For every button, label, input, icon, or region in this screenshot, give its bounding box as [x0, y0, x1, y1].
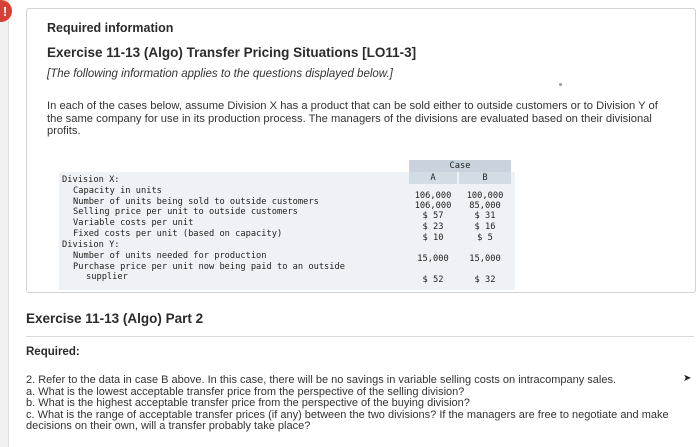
row-label: Capacity in units [73, 186, 162, 196]
case-b-value: $ 31 [474, 211, 496, 221]
exercise-title: Exercise 11-13 (Algo) Transfer Pricing Situations [LO11-3] [47, 45, 417, 60]
case-data-table [59, 159, 515, 299]
case-a-value: 106,000 [414, 191, 452, 201]
row-label: Number of units being sold to outside customers [73, 197, 319, 207]
case-b-value: 100,000 [466, 191, 504, 201]
row-label: Purchase price per unit now being paid to an outside [73, 262, 345, 272]
row-label: Number of units needed for production [73, 251, 267, 261]
required-label: Required: [26, 346, 80, 358]
question-item: c. What is the range of acceptable transfer prices (if any) between the two divisions? If the managers are free to negotiate and make decisions on their own, will a transfer probably take place? [26, 408, 669, 433]
row-label: Division Y: [62, 240, 120, 250]
intro-paragraph: In each of the cases below, assume Division X has a product that can be sold either to outside customers or to Division Y of the same company for use in its production process. The managers of the divisions are evaluated based on their divisional profits. [47, 100, 658, 137]
info-note: [The following information applies to the questions displayed below.] [47, 68, 393, 80]
question-item: 2. Refer to the data in case B above. In this case, there will be no savings in variable selling costs on intracompany sales. [26, 374, 617, 386]
row-label: Selling price per unit to outside customers [73, 207, 298, 217]
alert-icon[interactable]: ! [0, 0, 12, 22]
section-divider [26, 336, 694, 337]
page-edge [0, 0, 9, 447]
case-a-value: 106,000 [414, 201, 452, 211]
required-information-heading: Required information [47, 21, 174, 35]
stray-dot [559, 83, 562, 86]
case-b-value: $ 16 [474, 222, 496, 232]
required-information-card [26, 8, 696, 293]
case-a-value: $ 23 [422, 222, 444, 232]
part-title: Exercise 11-13 (Algo) Part 2 [26, 311, 204, 326]
row-label: supplier [86, 272, 128, 282]
row-label: Variable costs per unit [73, 218, 194, 228]
case-b-value: $ 32 [474, 275, 496, 285]
cursor-arrow-icon: ➤ [683, 373, 692, 384]
row-label: Division X: [62, 175, 120, 185]
question-item: b. What is the highest acceptable transfer price from the perspective of the buying division? [26, 397, 470, 410]
case-b-value: 15,000 [469, 254, 501, 264]
case-a-value: $ 57 [422, 211, 444, 221]
case-b-value: $ 5 [477, 233, 493, 243]
question-item: a. What is the lowest acceptable transfer price from the perspective of the selling division? [26, 385, 465, 398]
case-a-header: A [409, 172, 457, 184]
row-label: Fixed costs per unit (based on capacity) [73, 229, 283, 239]
case-b-header: B [459, 172, 511, 184]
case-a-value: 15,000 [417, 254, 449, 264]
case-a-value: $ 52 [422, 275, 444, 285]
case-b-value: 85,000 [469, 201, 501, 211]
case-a-value: $ 10 [422, 233, 444, 243]
case-header: Case [409, 160, 511, 172]
question-list [26, 375, 676, 433]
